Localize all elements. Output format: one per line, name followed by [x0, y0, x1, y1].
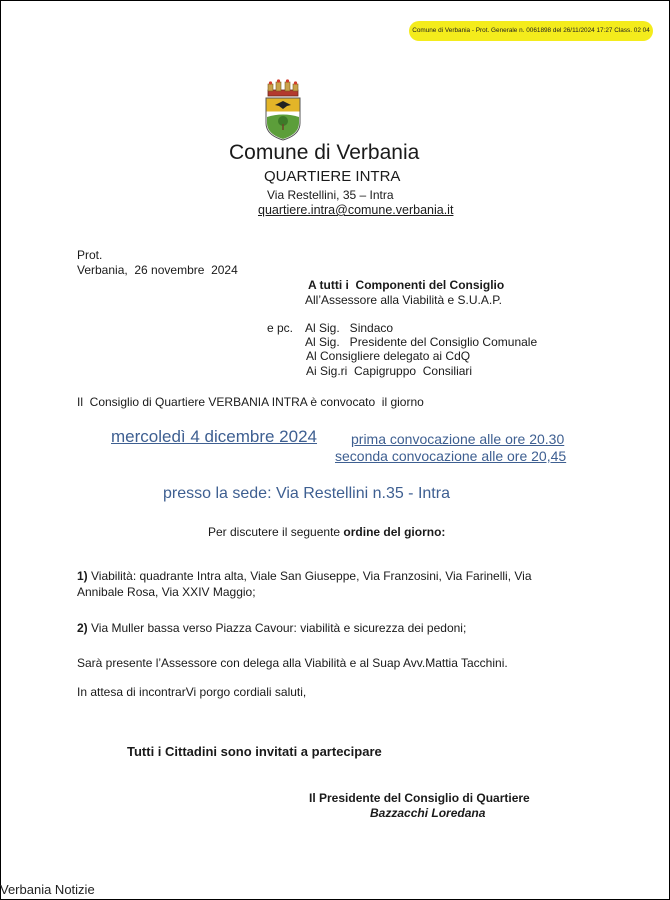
quartiere-title: QUARTIERE INTRA: [264, 168, 401, 185]
verbania-crest-icon: [262, 79, 304, 141]
agenda-text: Via Muller bassa verso Piazza Cavour: viabilità e sicurezza dei pedoni;: [87, 621, 467, 635]
agenda-number: 1): [77, 569, 88, 583]
prot-label: Prot.: [77, 248, 103, 262]
agenda-item-1-cont: Annibale Rosa, Via XXIV Maggio;: [77, 585, 256, 599]
convocation-text: Il Consiglio di Quartiere VERBANIA INTRA è convocato il giorno: [77, 395, 424, 409]
second-convocation: seconda convocazione alle ore 20,45: [335, 448, 567, 464]
recipients-main: A tutti i Componenti del Consiglio: [308, 278, 505, 292]
recipients-assessore: All’Assessore alla Viabilità e S.U.A.P.: [305, 293, 502, 307]
agenda-intro-text: Per discutere il seguente: [208, 525, 344, 539]
epc-item: Al Sig. Presidente del Consiglio Comunale: [305, 335, 538, 349]
agenda-intro-bold: ordine del giorno:: [343, 525, 446, 539]
citizens-invite: Tutti i Cittadini sono invitati a partecipare: [127, 744, 382, 759]
protocol-stamp: Comune di Verbania - Prot. Generale n. 0061898 del 26/11/2024 17:27 Class. 02 04: [409, 21, 653, 41]
meeting-date: mercoledì 4 dicembre 2024: [111, 427, 318, 446]
address: Via Restellini, 35 – Intra: [267, 188, 394, 202]
signature-name: Bazzacchi Loredana: [370, 806, 486, 820]
email-link[interactable]: quartiere.intra@comune.verbania.it: [258, 203, 454, 217]
epc-item: Ai Sig.ri Capigruppo Consiliari: [306, 364, 473, 378]
epc-item: Al Sig. Sindaco: [305, 321, 394, 335]
first-convocation: prima convocazione alle ore 20.30: [351, 431, 565, 447]
agenda-item-1: [77, 569, 532, 583]
signature-role: Il Presidente del Consiglio di Quartiere: [309, 791, 530, 805]
epc-label: e pc.: [267, 321, 294, 335]
agenda-intro: [208, 525, 445, 539]
meeting-venue: presso la sede: Via Restellini n.35 - Intra: [163, 485, 450, 502]
greeting: In attesa di incontrarVi porgo cordiali saluti,: [77, 685, 307, 699]
agenda-number: 2): [77, 621, 88, 635]
comune-title: Comune di Verbania: [229, 141, 420, 164]
agenda-text: Viabilità: quadrante Intra alta, Viale San Giuseppe, Via Franzosini, Via Farinelli, Via: [87, 569, 532, 583]
source-caption: Verbania Notizie: [0, 882, 95, 897]
agenda-item-2: [77, 621, 466, 635]
epc-item: Al Consigliere delegato ai CdQ: [306, 349, 471, 363]
letter-date: Verbania, 26 novembre 2024: [77, 263, 238, 277]
assessore-note: Sarà presente l’Assessore con delega alla Viabilità e al Suap Avv.Mattia Tacchini.: [77, 656, 508, 670]
